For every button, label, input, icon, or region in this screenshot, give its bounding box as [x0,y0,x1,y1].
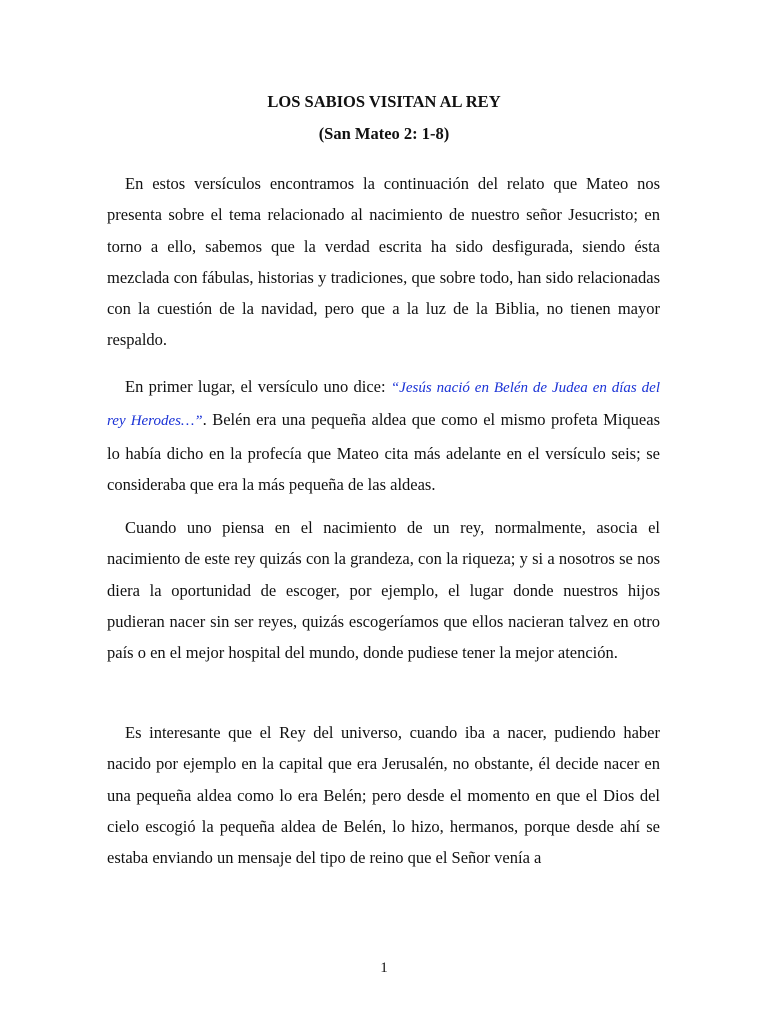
bible-quote: “Jesús nació en Belén de Judea en días del rey Herodes…” [107,380,660,430]
paragraph-2 [107,371,660,500]
paragraph-3: Cuando uno piensa en el nacimiento de un rey, normalmente, asocia el nacimiento de este rey quizás con la grandeza, con la riqueza; y si a nosotros se nos diera la oportunidad de escoger, por ejemplo, el lugar donde nuestros hijos pudieran nacer sin ser reyes, quizás escogeríamos que ellos nacieran talvez en otro país o en el mejor hospital del mundo, donde pudiese tener la mejor atención. [107,518,660,663]
paragraph-2-intro: En primer lugar, el versículo uno dice: [125,377,391,396]
paragraph-4: Es interesante que el Rey del universo, cuando iba a nacer, pudiendo haber nacido por ejemplo en la capital que era Jerusalén, no obstante, él decide nacer en una pequeña aldea como lo era Belén; pero desde el momento en que el Dios del cielo escogió la pequeña aldea de Belén, lo hizo, hermanos, porque desde ahí se estaba enviando un mensaje del tipo de reino que el Señor venía a [107,723,660,868]
document-subtitle: (San Mateo 2: 1-8) [318,124,450,143]
paragraph-1: En estos versículos encontramos la continuación del relato que Mateo nos presenta sobre el tema relacionado al nacimiento de nuestro señor Jesucristo; en torno a ello, sabemos que la verdad escrita ha sido desfigurada, siendo ésta mezclada con fábulas, historias y tradiciones, que sobre todo, han sido relacionadas con la cuestión de la navidad, pero que a la luz de la Biblia, no tienen mayor respaldo. [107,174,660,350]
document-title: LOS SABIOS VISITAN AL REY [267,92,501,111]
page-number: 1 [380,960,388,976]
paragraph-2-body: . Belén era una pequeña aldea que como el mismo profeta Miqueas lo había dicho en la profecía que Mateo cita más adelante en el versículo seis; se consideraba que era la más pequeña de las aldeas. [107,410,660,494]
